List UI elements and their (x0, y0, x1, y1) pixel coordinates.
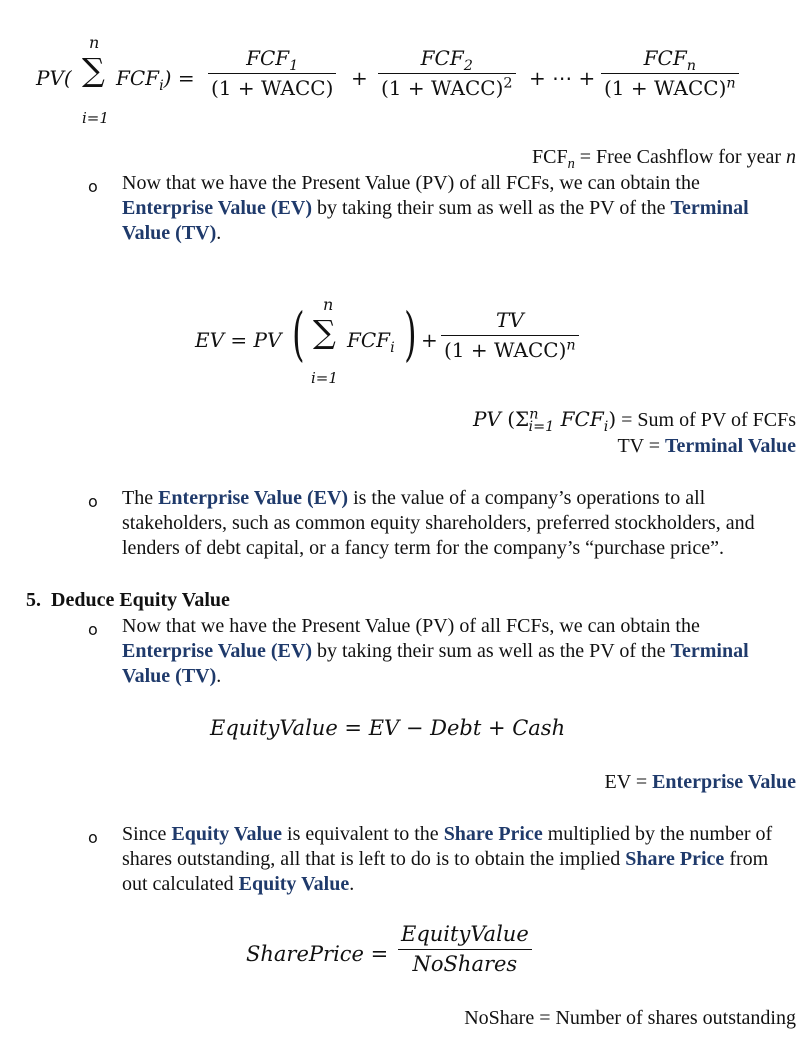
fraction-term-1: $FCF_1$ (1 + WACC) (208, 46, 336, 101)
formula-enterprise-value: EV = PV ( n ∑ i=1 $FCF_i$ ) + TV (1 + WACC)$^n$ (195, 290, 615, 390)
formula-equity-value: EquityValue = EV − Debt + Cash (210, 716, 566, 740)
bullet-ev-definition: The Enterprise Value (EV) is the value of a company’s operations to all stakeholders, such as common equity shareholders, preferred stockholders, and lenders of debt capital, or a fancy term for the company’s “purchase price”. (122, 487, 755, 559)
fraction-term-2: $FCF_2$ (1 + WACC)$^2$ (378, 46, 516, 101)
tv-definition-note: TV = Terminal Value (617, 435, 796, 457)
bullet-ev-intro: Now that we have the Present Value (PV) of all FCFs, we can obtain the Enterprise Value (EV) by taking their sum as well as the PV of the Terminal Value (TV). (122, 172, 749, 244)
ev-definition-note: EV = Enterprise Value (604, 771, 796, 793)
sigma-symbol: ∑ (82, 51, 105, 89)
formula-pv-sum: PV( ∑ n i=1 $FCF_i$) = $FCF_1$ (1 + WACC) + $FCF_2$ (1 + WACC)$^2$ + ⋯ + $FCF_n$ (1 + WACC)$^n$ (36, 28, 776, 128)
noshare-definition-note: NoShare = Number of shares outstanding (464, 1007, 796, 1029)
bullet-ev-intro-repeat: Now that we have the Present Value (PV) of all FCFs, we can obtain the Enterprise Value (EV) by taking their sum as well as the PV of the Terminal Value (TV). (122, 615, 749, 687)
fraction-tv: TV (1 + WACC)$^n$ (441, 308, 579, 363)
fraction-term-n: $FCF_n$ (1 + WACC)$^n$ (601, 46, 739, 101)
bullet-marker: o (88, 492, 98, 511)
pv-sum-definition-note: PV ($\Sigma^n_{i=1}$ $FCF_i$) = Sum of PV of FCFs (472, 406, 796, 435)
bullet-marker: o (88, 828, 98, 847)
sigma-symbol: ∑ (313, 313, 336, 351)
bullet-marker: o (88, 620, 98, 639)
fraction-equity-over-shares: EquityValue NoShares (398, 922, 532, 977)
bullet-marker: o (88, 177, 98, 196)
left-paren: ( (292, 300, 305, 368)
section-heading-deduce-equity-value: 5. Deduce Equity Value (26, 589, 230, 611)
right-paren: ) (404, 300, 417, 368)
bullet-share-price: Since Equity Value is equivalent to the Share Price multiplied by the number of shares outstanding, all that is left to do is to obtain the implied Share Price from out calculated Equity Value. (122, 823, 773, 895)
fcf-definition-note: $FCF_n$ = Free Cashflow for year n (531, 146, 796, 172)
